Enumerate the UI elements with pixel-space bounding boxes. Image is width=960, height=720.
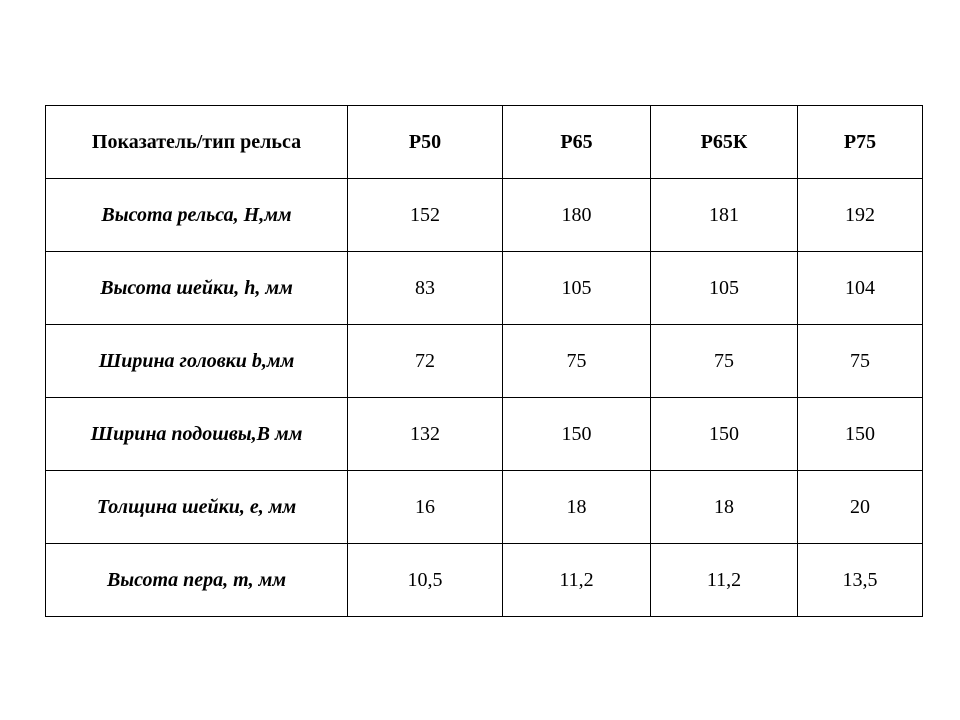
table-row — [46, 179, 923, 252]
table-cell: 105 — [651, 252, 798, 325]
table-cell: 132 — [348, 398, 503, 471]
table-cell: 11,2 — [651, 544, 798, 617]
header-rail-type: Р50 — [348, 106, 503, 179]
row-label: Высота пера, m, мм — [46, 544, 348, 617]
table-cell: 11,2 — [503, 544, 651, 617]
table-row — [46, 252, 923, 325]
rail-parameters-table — [45, 105, 923, 617]
table-cell: 18 — [651, 471, 798, 544]
table-cell: 105 — [503, 252, 651, 325]
table-cell: 75 — [798, 325, 923, 398]
table-cell: 104 — [798, 252, 923, 325]
table-row — [46, 398, 923, 471]
row-label: Толщина шейки, e, мм — [46, 471, 348, 544]
table-row — [46, 544, 923, 617]
row-label: Ширина подошвы,B мм — [46, 398, 348, 471]
table-cell: 72 — [348, 325, 503, 398]
table-row — [46, 325, 923, 398]
table-cell: 150 — [503, 398, 651, 471]
table-cell: 13,5 — [798, 544, 923, 617]
table-row — [46, 471, 923, 544]
table-cell: 75 — [503, 325, 651, 398]
table-cell: 10,5 — [348, 544, 503, 617]
row-label: Ширина головки b,мм — [46, 325, 348, 398]
table-cell: 83 — [348, 252, 503, 325]
table-cell: 150 — [798, 398, 923, 471]
table-cell: 18 — [503, 471, 651, 544]
table-cell: 192 — [798, 179, 923, 252]
header-rail-type: Р75 — [798, 106, 923, 179]
header-rail-type: Р65 — [503, 106, 651, 179]
header-rail-type: Р65К — [651, 106, 798, 179]
row-label: Высота шейки, h, мм — [46, 252, 348, 325]
table-cell: 150 — [651, 398, 798, 471]
table-header-row — [46, 106, 923, 179]
table-cell: 152 — [348, 179, 503, 252]
table-cell: 181 — [651, 179, 798, 252]
table-cell: 16 — [348, 471, 503, 544]
table-cell: 20 — [798, 471, 923, 544]
table-cell: 75 — [651, 325, 798, 398]
table-cell: 180 — [503, 179, 651, 252]
row-label: Высота рельса, H,мм — [46, 179, 348, 252]
header-parameter: Показатель/тип рельса — [46, 106, 348, 179]
